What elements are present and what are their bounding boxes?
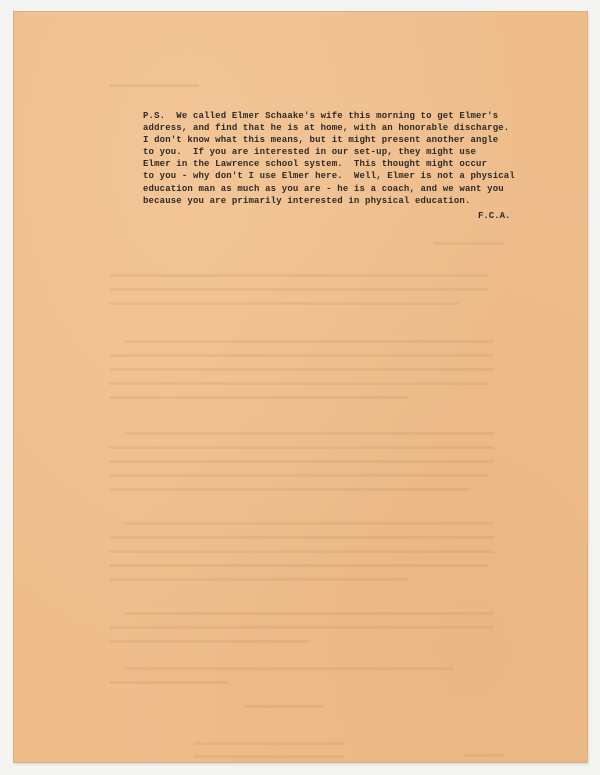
bleed-through-line — [109, 382, 489, 385]
postscript-line: because you are primarily interested in physical education. — [143, 195, 471, 206]
postscript-paragraph — [143, 110, 533, 207]
bleed-through-line — [109, 84, 199, 87]
bleed-through-line — [109, 488, 469, 491]
bleed-through-line — [124, 612, 494, 615]
document-page — [14, 12, 587, 762]
bleed-through-line — [109, 368, 494, 371]
postscript-line: to you. If you are interested in our set-up, they might use — [143, 147, 477, 158]
postscript-line: P.S. We called Elmer Schaake's wife this morning to get Elmer's — [143, 111, 499, 121]
bleed-through-line — [124, 340, 494, 343]
bleed-through-line — [109, 396, 409, 399]
signature-initials: F.C.A. — [478, 211, 511, 221]
bleed-through-line — [124, 432, 494, 435]
bleed-through-line — [109, 274, 489, 277]
bleed-through-line — [194, 742, 344, 745]
bleed-through-line — [124, 522, 494, 525]
bleed-through-line — [109, 564, 489, 567]
bleed-through-line — [434, 242, 504, 245]
bleed-through-line — [109, 302, 459, 305]
bleed-through-line — [109, 460, 494, 463]
bleed-through-line — [109, 446, 494, 449]
bleed-through-line — [464, 754, 504, 757]
bleed-through-line — [109, 681, 229, 684]
postscript-line: address, and find that he is at home, with an honorable discharge. — [143, 123, 510, 134]
bleed-through-line — [109, 474, 489, 477]
postscript-line: education man as much as you are - he is a coach, and we want you — [143, 183, 504, 194]
bleed-through-line — [109, 550, 494, 553]
postscript-line: to you - why don't I use Elmer here. Well, Elmer is not a physical — [143, 171, 515, 182]
bleed-through-line — [109, 578, 409, 581]
bleed-through-line — [109, 640, 309, 643]
postscript-line: I don't know what this means, but it might present another angle — [143, 135, 499, 146]
bleed-through-line — [244, 705, 324, 708]
bleed-through-line — [194, 755, 344, 758]
bleed-through-line — [109, 354, 494, 357]
postscript-line: Elmer in the Lawrence school system. This thought might occur — [143, 159, 488, 170]
bleed-through-line — [124, 667, 454, 670]
bleed-through-line — [109, 288, 489, 291]
bleed-through-line — [109, 626, 494, 629]
bleed-through-line — [109, 536, 494, 539]
